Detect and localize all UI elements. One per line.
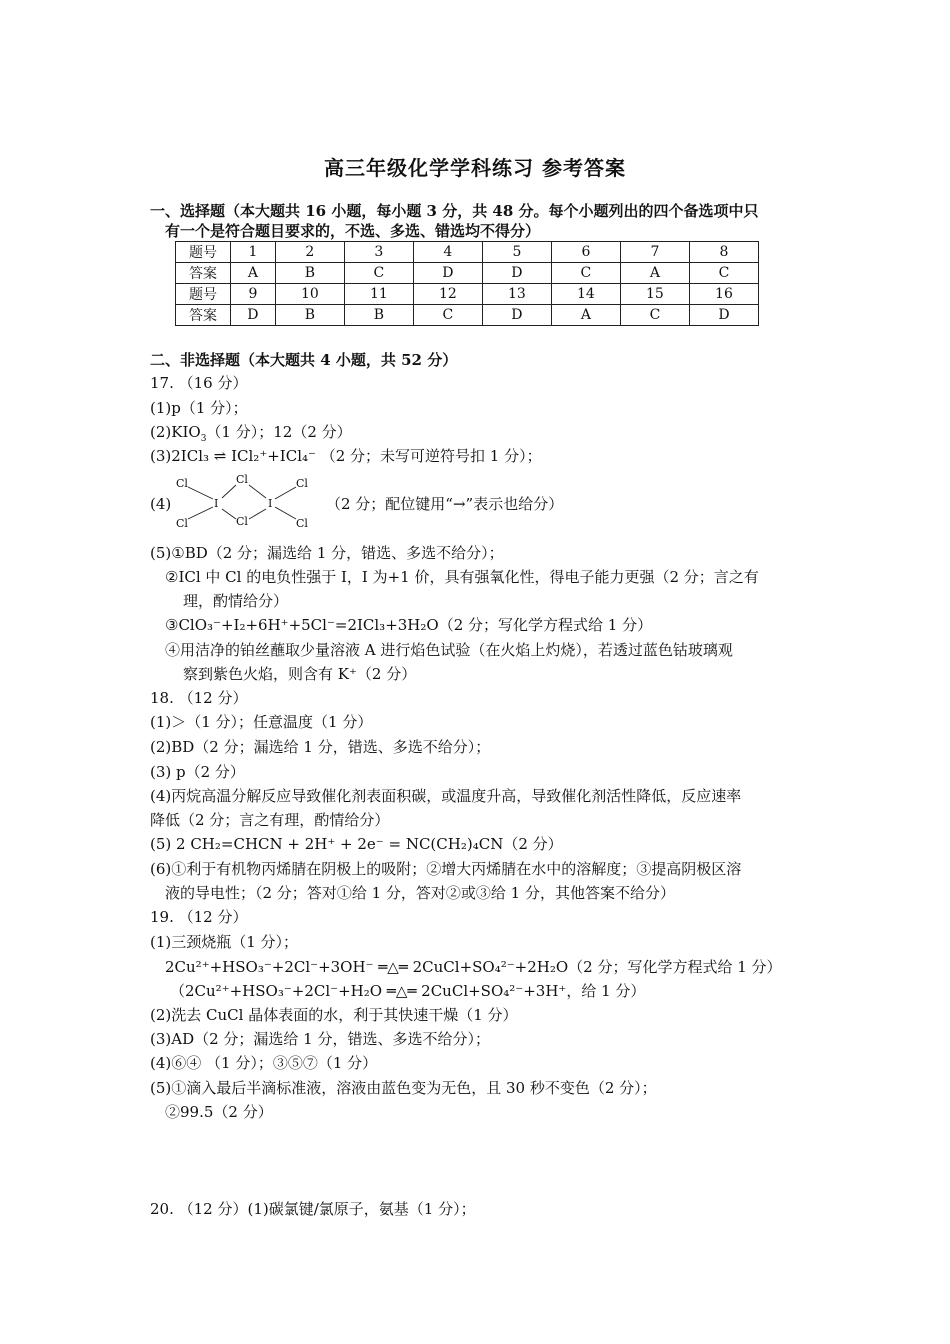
table-cell: C — [620, 305, 689, 326]
table-cell: 10 — [275, 284, 344, 305]
q19-part5: (5)①滴入最后半滴标准液，溶液由蓝色变为无色，且 30 秒不变色（2 分）； — [150, 1079, 657, 1097]
table-row-label: 题号 — [176, 242, 231, 263]
q17-header: 17. （16 分） — [150, 374, 248, 392]
table-row-numbers-1 — [176, 242, 759, 263]
table-cell: D — [482, 263, 551, 284]
section1-heading-line2: 有一个是符合题目要求的，不选、多选、错选均不得分） — [165, 222, 541, 240]
table-cell: 7 — [620, 242, 689, 263]
table-row-label: 答案 — [176, 263, 231, 284]
table-cell: 11 — [344, 284, 413, 305]
q19-part3: (3)AD（2 分；漏选给 1 分，错选、多选不给分）； — [150, 1030, 490, 1048]
table-cell: C — [413, 305, 482, 326]
q18-part1: (1)＞（1 分）；任意温度（1 分） — [150, 713, 373, 731]
atom-cl-bottom-bridge: Cl — [236, 515, 248, 528]
q17-part1: (1)p（1 分）； — [150, 399, 248, 417]
table-cell: 8 — [689, 242, 758, 263]
q17-part5: (5)①BD（2 分；漏选给 1 分，错选、多选不给分）； — [150, 544, 504, 562]
atom-i-right: I — [268, 497, 273, 510]
q18-part6a: (6)①利于有机物丙烯腈在阴极上的吸附；②增大丙烯腈在水中的溶解度；③提高阴极区溶 — [150, 860, 742, 878]
q19-equation-1: 2Cu²⁺+HSO₃⁻+2Cl⁻+3OH⁻ ═△═ 2CuCl+SO₄²⁻+2H₂O（2 分；写化学方程式给 1 分） — [165, 958, 782, 976]
table-row-answers-1 — [176, 263, 759, 284]
table-cell: 1 — [231, 242, 276, 263]
q17-part4-note: （2 分；配位键用“→”表示也给分） — [326, 495, 564, 513]
atom-cl-top-left: Cl — [176, 477, 188, 490]
table-cell: D — [689, 305, 758, 326]
q17-part2: $(2)KIO_3(1$ 分）；12（2 分） — [150, 423, 352, 444]
q19-header: 19. （12 分） — [150, 908, 248, 926]
section1-heading-line1: 一、选择题（本大题共 16 小题，每小题 3 分，共 48 分。每个小题列出的四个备选项中只 — [150, 202, 759, 220]
table-cell: 16 — [689, 284, 758, 305]
q18-part5: (5) 2 CH₂=CHCN + 2H⁺ + 2e⁻ = NC(CH₂)₄CN（2 分） — [150, 835, 563, 853]
table-cell: B — [344, 305, 413, 326]
q19-equation-2: （2Cu²⁺+HSO₃⁻+2Cl⁻+H₂O ═△═ 2CuCl+SO₄²⁻+3H⁺，给 1 分） — [170, 982, 646, 1000]
q17-part3: (3)2ICl₃ ⇌ ICl₂⁺+ICl₄⁻ （2 分；未写可逆符号扣 1 分）； — [150, 447, 542, 465]
table-cell: 4 — [413, 242, 482, 263]
q18-part4b: 降低（2 分；言之有理，酌情给分） — [150, 811, 390, 829]
table-cell: 2 — [275, 242, 344, 263]
table-cell: C — [551, 263, 620, 284]
q18-part3: (3) p（2 分） — [150, 763, 245, 781]
table-cell: B — [275, 263, 344, 284]
section2-heading: 二、非选择题（本大题共 4 小题，共 52 分） — [150, 351, 458, 369]
table-cell: 15 — [620, 284, 689, 305]
q19-part5-2: ②99.5（2 分） — [165, 1103, 273, 1121]
table-row-label: 题号 — [176, 284, 231, 305]
table-cell: D — [413, 263, 482, 284]
i2cl6-structure-diagram — [170, 473, 320, 531]
table-cell: C — [344, 263, 413, 284]
q17-part5-4a: ④用洁净的铂丝蘸取少量溶液 A 进行焰色试验（在火焰上灼烧），若透过蓝色钴玻璃观 — [165, 641, 733, 659]
page-title: 高三年级化学学科练习 参考答案 — [324, 156, 626, 180]
table-cell: B — [275, 305, 344, 326]
atom-cl-top-right: Cl — [296, 477, 308, 490]
atom-cl-bottom-right: Cl — [296, 517, 308, 530]
bond-lines — [188, 485, 296, 519]
table-cell: A — [231, 263, 276, 284]
q18-part4a: (4)丙烷高温分解反应导致催化剂表面积碳，或温度升高，导致催化剂活性降低，反应速率 — [150, 787, 742, 805]
table-cell: 5 — [482, 242, 551, 263]
q19-part1: (1)三颈烧瓶（1 分）； — [150, 933, 299, 951]
table-cell: 3 — [344, 242, 413, 263]
table-cell: C — [689, 263, 758, 284]
table-cell: A — [551, 305, 620, 326]
q19-part4: (4)⑥④ （1 分）；③⑤⑦（1 分） — [150, 1054, 378, 1072]
table-cell: 13 — [482, 284, 551, 305]
table-cell: A — [620, 263, 689, 284]
table-cell: 9 — [231, 284, 276, 305]
table-row-answers-2 — [176, 305, 759, 326]
atom-cl-top-bridge: Cl — [236, 473, 248, 486]
atom-i-left: I — [214, 497, 219, 510]
atom-cl-bottom-left: Cl — [176, 517, 188, 530]
q18-header: 18. （12 分） — [150, 689, 248, 707]
q18-part6b: 液的导电性；（2 分；答对①给 1 分，答对②或③给 1 分，其他答案不给分） — [165, 884, 675, 902]
q17-part5-2a: ②ICl 中 Cl 的电负性强于 I，I 为+1 价，具有强氧化性，得电子能力更强（2 分；言之有 — [165, 568, 759, 586]
q17-part4-label: (4) — [150, 495, 172, 513]
answer-table — [175, 241, 759, 326]
table-cell: D — [482, 305, 551, 326]
table-row-label: 答案 — [176, 305, 231, 326]
table-cell: D — [231, 305, 276, 326]
table-cell: 14 — [551, 284, 620, 305]
q19-part2: (2)洗去 CuCl 晶体表面的水，利于其快速干燥（1 分） — [150, 1006, 518, 1024]
q17-part5-4b: 察到紫色火焰，则含有 K⁺（2 分） — [183, 665, 417, 683]
q18-part2: (2)BD（2 分；漏选给 1 分，错选、多选不给分）； — [150, 738, 491, 756]
table-cell: 12 — [413, 284, 482, 305]
q17-part5-3: ③ClO₃⁻+I₂+6H⁺+5Cl⁻=2ICl₃+3H₂O（2 分；写化学方程式给 1 分） — [165, 616, 653, 634]
q17-part5-2b: 理，酌情给分） — [183, 592, 289, 610]
q20-header: 20. （12 分）(1)碳氯键/氯原子，氨基（1 分）； — [150, 1200, 476, 1218]
table-row-numbers-2 — [176, 284, 759, 305]
table-cell: 6 — [551, 242, 620, 263]
